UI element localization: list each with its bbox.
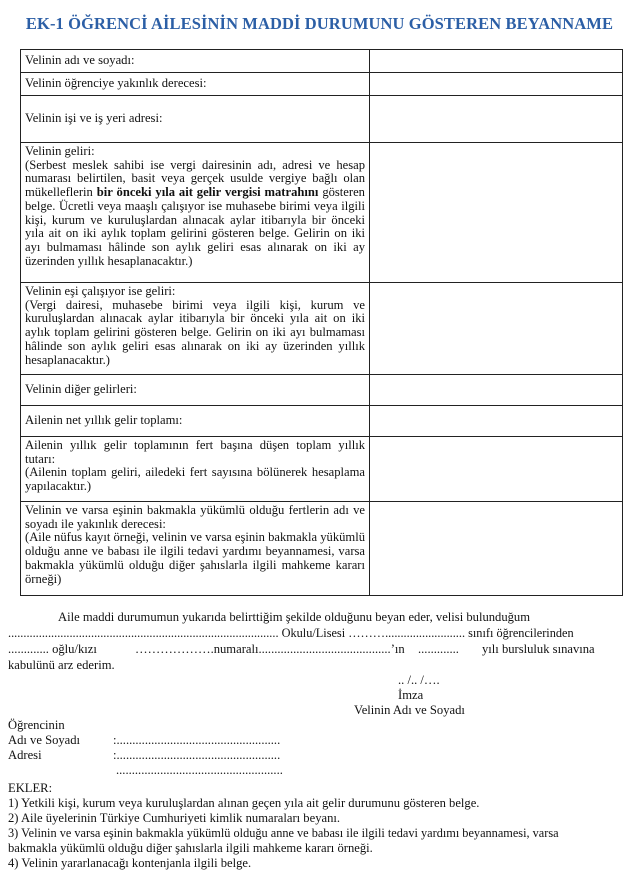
job-address-label: Velinin işi ve iş yeri adresi:	[21, 96, 370, 143]
statement-line-3b: ……………….numaralı..........................................’ın	[135, 642, 405, 656]
student-address-cont[interactable]: .....................................................	[116, 763, 283, 777]
statement-line-4: kabulünü arz ederim.	[8, 658, 115, 672]
parent-name-label: Velinin adı ve soyadı:	[21, 50, 370, 73]
table-row	[21, 406, 623, 437]
declaration-table	[20, 49, 623, 596]
spouse-income-field[interactable]	[370, 283, 623, 375]
parent-income-desc-bold: bir önceki yıla ait gelir vergisi matrahını	[96, 185, 319, 200]
table-row	[21, 50, 623, 73]
table-row	[21, 502, 623, 596]
student-heading: Öğrencinin	[8, 718, 65, 732]
job-address-field[interactable]	[370, 96, 623, 143]
other-income-label: Velinin diğer gelirleri:	[21, 375, 370, 406]
per-capita-desc: (Ailenin toplam geliri, ailedeki fert sayısına bölünerek hesaplama yapılacaktır.)	[25, 465, 365, 494]
table-row	[21, 437, 623, 502]
net-income-label: Ailenin net yıllık gelir toplamı:	[21, 406, 370, 437]
parent-income-field[interactable]	[370, 143, 623, 283]
student-address-label: Adresi	[8, 748, 42, 762]
net-income-field[interactable]	[370, 406, 623, 437]
statement-line-1: Aile maddi durumumun yukarıda belirttiğim şekilde olduğunu beyan eder, velisi bulunduğum	[58, 610, 531, 624]
dependents-desc: (Aile nüfus kayıt örneği, velinin ve varsa eşinin bakmakla yükümlü olduğu anne ve babası ile ilgili tedavi yardımı beyannamesi, varsa bakmakla yükümlü olduğu diğer şahıslarla ilgili mahkeme kararı örneği)	[25, 530, 365, 586]
per-capita-label	[21, 437, 370, 502]
statement-line-3c: .............	[418, 642, 459, 656]
dependents-field[interactable]	[370, 502, 623, 596]
per-capita-field[interactable]	[370, 437, 623, 502]
ekler-item: bakmakla yükümlü olduğu diğer şahıslarla ilgili mahkeme kararı örneği.	[8, 841, 373, 855]
spouse-income-label	[21, 283, 370, 375]
per-capita-heading: Ailenin yıllık gelir toplamının fert başına düşen toplam yıllık tutarı:	[25, 438, 365, 466]
spouse-income-heading: Velinin eşi çalışıyor ise geliri:	[25, 284, 176, 298]
other-income-field[interactable]	[370, 375, 623, 406]
student-address-value[interactable]: :....................................................	[113, 748, 281, 762]
statement-line-3a: ............. oğlu/kızı	[8, 642, 97, 656]
page-title: EK-1 ÖĞRENCİ AİLESİNİN MADDİ DURUMUNU GÖSTEREN BEYANNAME	[25, 14, 614, 33]
parent-income-label	[21, 143, 370, 283]
signature-name: Velinin Adı ve Soyadı	[354, 703, 465, 717]
table-row	[21, 375, 623, 406]
table-row	[21, 143, 623, 283]
relationship-field[interactable]	[370, 73, 623, 96]
ekler-item: 2) Aile üyelerinin Türkiye Cumhuriyeti kimlik numaraları beyanı.	[8, 811, 341, 825]
signature-imza: İmza	[398, 688, 424, 702]
dependents-heading: Velinin ve varsa eşinin bakmakla yükümlü olduğu fertlerin adı ve soyadı ile yakınlık derecesi:	[25, 503, 365, 531]
ekler-item: 3) Velinin ve varsa eşinin bakmakla yükümlü olduğu anne ve babası ile ilgili tedavi yardımı beyannamesi, varsa	[8, 826, 559, 840]
statement-line-2: ........................................................................................ Okulu/Lisesi ……….......................... sınıfı öğrencilerinden	[8, 626, 574, 640]
parent-name-field[interactable]	[370, 50, 623, 73]
parent-income-desc-a: (Serbest meslek sahibi ise vergi dairesinin adı, adresi ve hesap numarası belirtilen, basit veya gerçek usulde vergiye bağlı olan mükelleflerin	[25, 157, 365, 200]
relationship-label: Velinin öğrenciye yakınlık derecesi:	[21, 73, 370, 96]
ekler-item: 1) Yetkili kişi, kurum veya kuruluşlardan alınan geçen yıla ait gelir durumunu gösteren belge.	[8, 796, 480, 810]
table-row	[21, 96, 623, 143]
statement-line-3d: yılı bursluluk sınavına	[482, 642, 595, 656]
spouse-income-desc: (Vergi dairesi, muhasebe birimi veya ilgili kişi, kurum ve kuruluşlardan alınacak aylar itibarıyla bir önceki yıla ait on iki aylık toplam gelirini gösteren belge. Gelirin on iki ayı bulmaması hâlinde son aylık geliri esas alınarak on iki ay üzerinden yıllık hesaplanacaktır.)	[25, 297, 365, 367]
signature-date: .. /.. /….	[398, 673, 440, 687]
ekler-item: 4) Velinin yararlanacağı kontenjanla ilgili belge.	[8, 856, 252, 870]
student-name-value[interactable]: :....................................................	[113, 733, 281, 747]
ekler-heading: EKLER:	[8, 781, 53, 795]
parent-income-desc-b: gösteren belge. Ücretli veya maaşlı çalışıyor ise muhasebe birimi veya ilgili kişi, kurum ve kuruluşlardan alınacak aylar itibarıyla bir önceki yıla ait on iki aylık toplam gelirini gösteren belge. Gelirin on iki ayı bulmaması hâlinde son aylık geliri esas alınarak on iki ay üzerinden yıllık hesaplanacaktır.)	[25, 185, 365, 268]
dependents-label	[21, 502, 370, 596]
table-row	[21, 283, 623, 375]
parent-income-heading: Velinin geliri:	[25, 144, 95, 158]
table-row	[21, 73, 623, 96]
student-name-label: Adı ve Soyadı	[8, 733, 81, 747]
